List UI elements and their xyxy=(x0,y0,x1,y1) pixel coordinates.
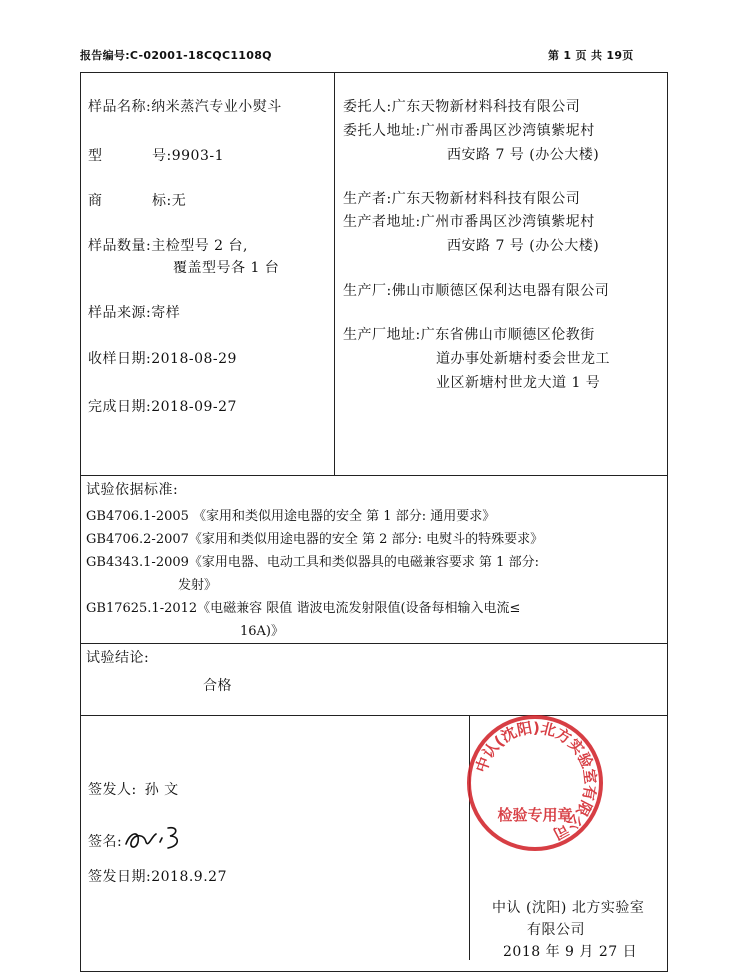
client-address-row xyxy=(343,122,595,140)
standard-line-2: GB4706.2-2007《家用和类似用途电器的安全 第 2 部分: 电熨斗的特殊要求》 xyxy=(86,532,544,547)
factory-address-line2: 道办事处新塘村委会世龙工 xyxy=(436,351,610,367)
model-row xyxy=(88,147,224,165)
sample-source-label: 样品来源: xyxy=(88,305,152,321)
page-indicator: 第 1 页 共 19页 xyxy=(548,49,634,62)
factory-value: 佛山市顺德区保利达电器有限公司 xyxy=(391,283,610,299)
completed-date-value: 2018-09-27 xyxy=(151,399,237,415)
divider-conclusion xyxy=(80,643,668,644)
standard-line-5: GB17625.1-2012《电磁兼容 限值 谐波电流发射限值(设备每相输入电流≤ xyxy=(86,601,521,616)
client-value: 广东天物新材料科技有限公司 xyxy=(391,99,581,115)
received-date-label: 收样日期: xyxy=(88,351,152,367)
producer-label: 生产者: xyxy=(343,191,392,207)
report-number xyxy=(80,47,272,63)
divider-standards xyxy=(80,475,668,476)
signature-label: 签名: xyxy=(88,834,123,850)
issuer-value: 孙 文 xyxy=(144,782,179,798)
brand-label-a: 商 xyxy=(88,193,102,209)
completed-date-row xyxy=(88,398,237,416)
brand-label-b: 标: xyxy=(152,193,172,209)
client-row xyxy=(343,98,580,116)
brand-value: 无 xyxy=(171,193,187,209)
lab-date: 2018 年 9 月 27 日 xyxy=(503,944,638,960)
standard-line-1: GB4706.1-2005 《家用和类似用途电器的安全 第 1 部分: 通用要求》 xyxy=(86,509,496,524)
client-address-label: 委托人地址: xyxy=(343,123,421,139)
sample-qty-line2: 覆盖型号各 1 台 xyxy=(173,260,280,276)
issue-date-label: 签发日期: xyxy=(88,869,152,885)
sample-qty-label: 样品数量: xyxy=(88,238,152,254)
standard-line-6: 16A)》 xyxy=(240,624,285,639)
producer-address-label: 生产者地址: xyxy=(343,214,421,230)
sample-name-value: 纳米蒸汽专业小熨斗 xyxy=(151,99,282,115)
standard-line-4: 发射》 xyxy=(178,578,218,593)
received-date-row xyxy=(88,350,237,368)
factory-address-row xyxy=(343,326,595,344)
client-label: 委托人: xyxy=(343,99,392,115)
sample-source-row xyxy=(88,304,180,322)
sample-qty-line1: 主检型号 2 台, xyxy=(151,238,248,254)
factory-address-label: 生产厂地址: xyxy=(343,327,421,343)
issue-date-row xyxy=(88,868,227,886)
producer-row xyxy=(343,190,580,208)
issue-date-value: 2018.9.27 xyxy=(151,869,227,885)
producer-value: 广东天物新材料科技有限公司 xyxy=(391,191,581,207)
issuer-label: 签发人: xyxy=(88,782,137,798)
completed-date-label: 完成日期: xyxy=(88,399,152,415)
official-seal xyxy=(464,712,606,854)
seal-center-text: 检验专用章 xyxy=(497,806,573,824)
factory-label: 生产厂: xyxy=(343,283,392,299)
client-address-line1: 广州市番禺区沙湾镇紫坭村 xyxy=(420,123,595,139)
producer-address-line1: 广州市番禺区沙湾镇紫坭村 xyxy=(420,214,595,230)
model-value: 9903-1 xyxy=(171,148,224,164)
lab-name-line1: 中认 (沈阳) 北方实验室 xyxy=(492,900,645,916)
report-number-label: 报告编号: xyxy=(80,49,130,62)
report-number-value: C-02001-18CQC1108Q xyxy=(129,49,272,62)
model-label-b: 号: xyxy=(152,148,172,164)
sample-source-value: 寄样 xyxy=(151,305,181,321)
brand-row xyxy=(88,192,186,210)
standard-line-3: GB4343.1-2009《家用电器、电动工具和类似器具的电磁兼容要求 第 1 部分: xyxy=(86,555,539,570)
client-address-line2: 西安路 7 号 (办公大楼) xyxy=(447,147,600,163)
sample-name-row xyxy=(88,98,282,116)
factory-row xyxy=(343,282,609,300)
factory-address-line1: 广东省佛山市顺德区伦教街 xyxy=(420,327,595,343)
sample-qty-row xyxy=(88,237,248,255)
standards-title: 试验依据标准: xyxy=(86,482,179,498)
divider-vertical-top xyxy=(334,72,335,475)
sample-name-label: 样品名称: xyxy=(88,99,152,115)
conclusion-title: 试验结论: xyxy=(86,650,150,666)
handwritten-signature xyxy=(122,820,202,860)
issuer-row xyxy=(88,781,179,799)
producer-address-line2: 西安路 7 号 (办公大楼) xyxy=(447,238,600,254)
lab-name-line2: 有限公司 xyxy=(527,922,585,938)
received-date-value: 2018-08-29 xyxy=(151,351,237,367)
producer-address-row xyxy=(343,213,595,231)
model-label-a: 型 xyxy=(88,148,102,164)
conclusion-result: 合格 xyxy=(203,678,232,694)
factory-address-line3: 业区新塘村世龙大道 1 号 xyxy=(436,375,601,391)
seal-ring-text: 中认(沈阳)北方实验室有限公司 xyxy=(472,718,600,844)
